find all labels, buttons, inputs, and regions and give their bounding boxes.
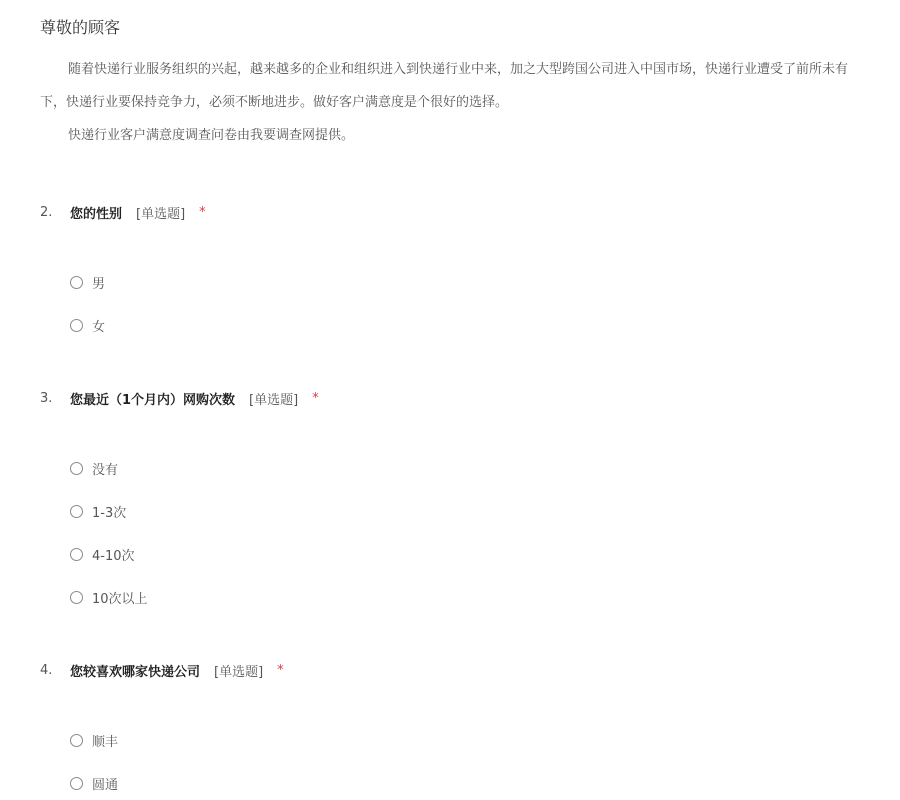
option-label: 没有	[92, 462, 119, 478]
intro-paragraph-line-1: 随着快递行业服务组织的兴起，越来越多的企业和组织进入到快递行业中来，加之大型跨国公司进入中国市场，快递行业遭受了前所未有	[68, 62, 849, 77]
intro-paragraph-line-3: 快递行业客户满意度调查问卷由我要调查网提供。	[68, 128, 355, 143]
radio-unselected-icon[interactable]	[70, 777, 83, 790]
option-1-3-times[interactable]	[70, 501, 126, 521]
option-none[interactable]	[70, 458, 118, 478]
required-mark: *	[312, 390, 319, 406]
option-sf-express[interactable]	[70, 730, 118, 750]
question-header	[40, 660, 284, 680]
question-type-label: [单选题]	[136, 206, 186, 222]
option-label: 圆通	[92, 777, 119, 793]
radio-unselected-icon[interactable]	[70, 734, 83, 747]
question-type-label: [单选题]	[249, 392, 299, 408]
option-label: 男	[92, 276, 106, 292]
option-label: 1-3次	[92, 505, 127, 521]
greeting-heading: 尊敬的顾客	[40, 18, 121, 37]
question-title: 您的性别	[70, 206, 123, 222]
question-number: 2.	[40, 204, 53, 220]
radio-unselected-icon[interactable]	[70, 505, 83, 518]
radio-unselected-icon[interactable]	[70, 276, 83, 289]
question-title: 您最近（1个月内）网购次数	[70, 392, 236, 408]
question-header	[40, 202, 206, 222]
radio-unselected-icon[interactable]	[70, 591, 83, 604]
radio-unselected-icon[interactable]	[70, 548, 83, 561]
option-label: 4-10次	[92, 548, 135, 564]
required-mark: *	[199, 204, 206, 220]
option-10-plus-times[interactable]	[70, 587, 148, 607]
intro-paragraph-line-2: 下，快递行业要保持竞争力，必须不断地进步。做好客户满意度是个很好的选择。	[40, 95, 509, 110]
option-label: 女	[92, 319, 106, 335]
question-number: 3.	[40, 390, 53, 406]
option-yto-express[interactable]	[70, 773, 118, 793]
question-header	[40, 388, 319, 408]
question-type-label: [单选题]	[214, 664, 264, 680]
radio-unselected-icon[interactable]	[70, 462, 83, 475]
option-female[interactable]	[70, 315, 105, 335]
question-number: 4.	[40, 662, 53, 678]
option-label: 10次以上	[92, 591, 148, 607]
question-title: 您较喜欢哪家快递公司	[70, 664, 201, 680]
radio-unselected-icon[interactable]	[70, 319, 83, 332]
option-label: 顺丰	[92, 734, 119, 750]
option-4-10-times[interactable]	[70, 544, 135, 564]
option-male[interactable]	[70, 272, 105, 292]
required-mark: *	[277, 662, 284, 678]
